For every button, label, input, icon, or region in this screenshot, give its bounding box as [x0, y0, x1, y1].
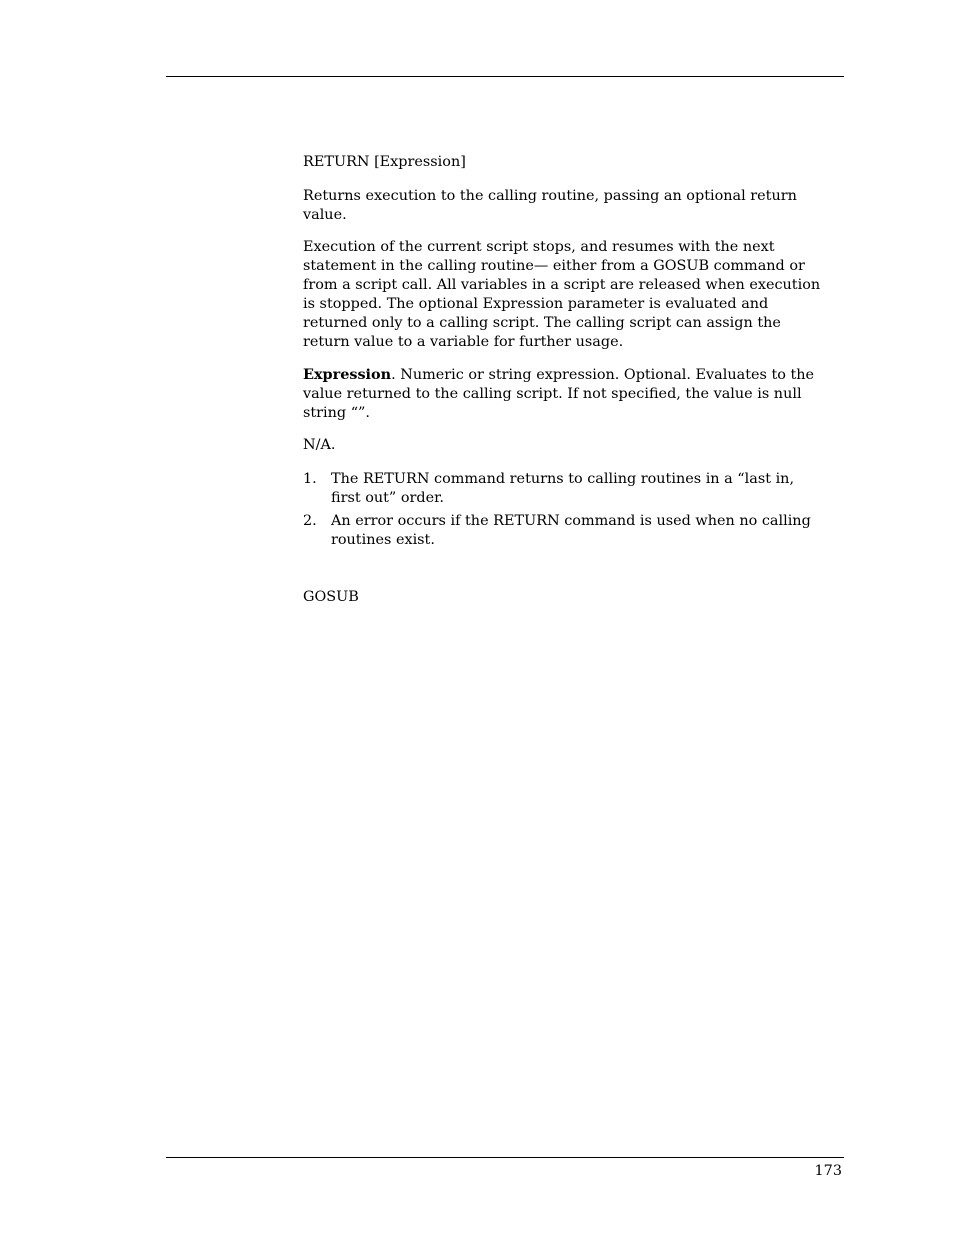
returns-value: N/A. — [303, 437, 336, 453]
syntax-line: RETURN [Expression] — [303, 154, 466, 170]
remarks-paragraph: Execution of the current script stops, and resumes with the next statement in the calling routine— either from a GOSUB command or from a script call. All variables in a script are released when execution is stopped. The optional Expression parameter is evaluated and returned only to a calling script. The calling script can assign the return value to a variable for further usage. — [303, 239, 821, 350]
list-item-number: 2. — [303, 513, 317, 529]
header-rule — [166, 76, 844, 77]
list-item-number: 1. — [303, 471, 317, 487]
page-number: 173 — [814, 1163, 842, 1179]
parameter-paragraph — [303, 365, 823, 423]
parameter-description: . Numeric or string expression. Optional. Evaluates to the value returned to the calling script. If not specified, the value is null string “”. — [303, 367, 815, 421]
see-also-reference: GOSUB — [303, 589, 359, 605]
page-content — [303, 153, 823, 607]
list-item — [303, 512, 823, 550]
list-item-text: The RETURN command returns to calling routines in a “last in, first out” order. — [331, 471, 795, 506]
description-paragraph: Returns execution to the calling routine, passing an optional return value. — [303, 188, 797, 223]
list-item — [303, 470, 823, 508]
parameter-name: Expression — [303, 366, 392, 383]
notes-list — [303, 470, 823, 550]
list-item-text: An error occurs if the RETURN command is used when no calling routines exist. — [331, 513, 811, 548]
footer-rule — [166, 1157, 844, 1158]
